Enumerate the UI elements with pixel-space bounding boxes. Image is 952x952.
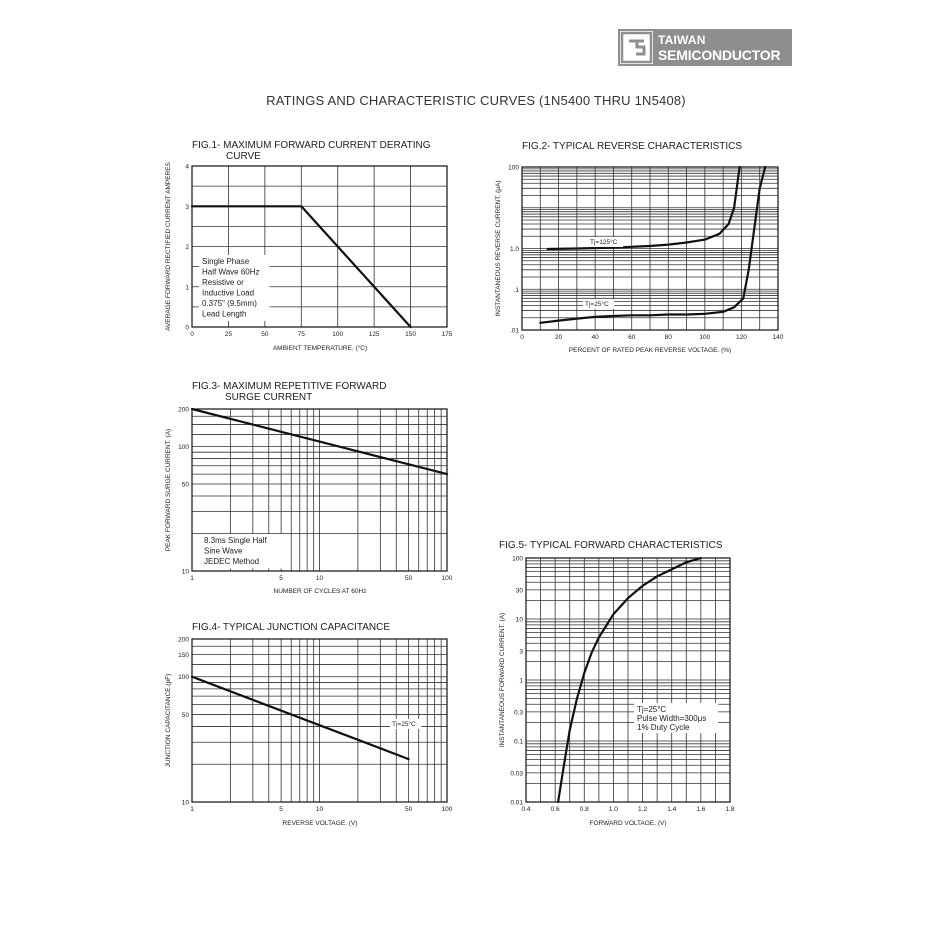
fig1-note-line: Single Phase: [202, 257, 250, 266]
fig2-xtick-label: 100: [699, 334, 711, 341]
fig4-ytick-label: 100: [178, 674, 189, 682]
fig4-xtick-label: 50: [405, 806, 413, 813]
fig5-xlabel: FORWARD VOLTAGE. (V): [589, 820, 667, 827]
fig1-xtick-label: 0: [190, 331, 194, 338]
fig4-chart: [165, 622, 453, 827]
fig5-chart: [499, 540, 735, 827]
fig5-note-line: 1% Duty Cycle: [637, 723, 690, 732]
fig4-xtick-label: 100: [441, 806, 453, 813]
fig1-ytick-label: 2: [185, 244, 189, 251]
fig4-xtick-label: 1: [190, 806, 194, 813]
fig2-xlabel: PERCENT OF RATED PEAK REVERSE VOLTAGE. (%): [568, 347, 732, 354]
fig5-ytick-label: 1: [519, 677, 523, 685]
fig1-xtick-label: 175: [441, 331, 453, 338]
fig1-ytick-label: 0: [185, 324, 189, 332]
fig5-xtick-label: 0.6: [550, 806, 560, 813]
fig3-note-line: Sine Wave: [204, 546, 243, 556]
company-name-line1: TAIWAN: [658, 33, 706, 47]
fig1-note-line: 0.375" (9.5mm): [202, 299, 257, 308]
fig5-ytick-label: 10: [515, 616, 523, 624]
fig2-title: FIG.2- TYPICAL REVERSE CHARACTERISTICS: [522, 141, 743, 152]
fig5-xtick-label: 0.4: [521, 806, 531, 813]
fig3-xtick-label: 1: [190, 575, 194, 582]
page-title: RATINGS AND CHARACTERISTIC CURVES (1N5400 THRU 1N5408): [266, 93, 686, 108]
fig4-ytick-label: 200: [178, 636, 189, 644]
fig2-xtick-label: 40: [591, 334, 599, 341]
fig5-ytick-label: 0.01: [510, 799, 523, 807]
fig1-chart: [165, 140, 453, 352]
fig1-xtick-label: 150: [405, 331, 417, 338]
fig3-note-line: 8.3ms Single Half: [204, 536, 267, 545]
company-name-line2: SEMICONDUCTOR: [658, 47, 781, 63]
fig2-chart: [495, 141, 784, 354]
fig1-note-line: Lead Length: [202, 309, 247, 319]
fig4-ytick-label: 150: [178, 652, 189, 660]
fig5-xtick-label: 1.0: [608, 806, 618, 813]
fig1-xtick-label: 25: [224, 331, 233, 338]
fig5-ytick-label: 0.03: [510, 770, 523, 778]
fig5-title: FIG.5- TYPICAL FORWARD CHARACTERISTICS: [499, 540, 723, 551]
fig2-ylabel: INSTANTANEOUS REVERSE CURRENT. (μA): [495, 180, 502, 317]
fig2-xtick-label: 80: [664, 334, 672, 341]
fig3-xtick-label: 100: [441, 575, 453, 582]
fig1-xlabel: AMBIENT TEMPERATURE. (°C): [272, 345, 368, 352]
fig2-ytick-label: .01: [509, 327, 519, 335]
fig2-xtick-label: 0: [520, 334, 524, 341]
fig4-xtick-label: 10: [315, 806, 324, 813]
fig4-title: FIG.4- TYPICAL JUNCTION CAPACITANCE: [192, 622, 390, 633]
fig4-ylabel: JUNCTION CAPACITANCE.(pF): [165, 673, 172, 768]
fig1-note-line: Half Wave 60Hz: [202, 267, 260, 277]
fig1-ylabel: AVERAGE FORWARD RECTIFIED CURRENT AMPERES: [165, 162, 172, 331]
fig2-xtick-label: 120: [735, 334, 747, 341]
fig1-note-line: Inductive Load: [202, 288, 255, 298]
fig1-note-line: Resistive or: [202, 278, 244, 287]
fig2-series-label: Tj=25°C: [585, 301, 609, 308]
fig2-xtick-label: 140: [772, 334, 784, 341]
fig5-ytick-label: 30: [515, 587, 523, 595]
fig4-ytick-label: 10: [181, 799, 189, 807]
fig1-title-line2: CURVE: [226, 151, 261, 162]
fig3-note-line: JEDEC Method: [204, 557, 260, 566]
fig3-xtick-label: 10: [315, 575, 324, 582]
fig3-xtick-label: 50: [405, 575, 413, 582]
fig3-ytick-label: 50: [181, 481, 189, 489]
fig3-ytick-label: 100: [178, 443, 189, 451]
fig5-ylabel: INSTANTANEOUS FORWARD CURRENT. (A): [499, 612, 506, 748]
fig5-xtick-label: 1.2: [638, 806, 648, 813]
fig3-ytick-label: 200: [178, 406, 189, 414]
fig3-chart: [165, 381, 453, 595]
fig4-xlabel: REVERSE VOLTAGE. (V): [282, 820, 358, 827]
fig2-xtick-label: 20: [554, 334, 563, 341]
fig5-note-line: Pulse Width=300μs: [637, 714, 707, 723]
fig1-ytick-label: 4: [185, 163, 189, 171]
fig3-xtick-label: 5: [279, 575, 283, 582]
fig4-xtick-label: 5: [279, 806, 283, 813]
fig5-xtick-label: 1.6: [696, 806, 706, 813]
fig4-series-label: Tj=25°C: [392, 721, 416, 728]
fig5-ytick-label: 100: [512, 555, 523, 563]
fig3-title-line2: SURGE CURRENT: [225, 392, 313, 403]
fig5-ytick-label: 3: [519, 648, 523, 656]
fig3-title: FIG.3- MAXIMUM REPETITIVE FORWARD: [192, 381, 387, 392]
fig4-ytick-label: 50: [181, 711, 189, 719]
fig3-ylabel: PEAK FORWARD SURGE CURRENT. (A): [165, 428, 172, 552]
fig5-ytick-label: 0.1: [513, 738, 523, 746]
fig1-ytick-label: 3: [185, 203, 189, 211]
fig5-xtick-label: 0.8: [579, 806, 589, 813]
fig5-ytick-label: 0.3: [513, 709, 523, 717]
fig3-xlabel: NUMBER OF CYCLES AT 60Hz: [273, 588, 367, 595]
fig1-xtick-label: 125: [368, 331, 380, 338]
fig5-xtick-label: 1.4: [667, 806, 677, 813]
fig2-ytick-label: 100: [508, 164, 519, 172]
fig2-ytick-label: .1: [513, 286, 519, 294]
fig2-xtick-label: 60: [628, 334, 636, 341]
fig2-series-label: Tj=125°C: [590, 239, 618, 246]
fig1-xtick-label: 75: [297, 331, 305, 338]
fig5-xtick-label: 1.8: [725, 806, 735, 813]
fig3-ytick-label: 10: [181, 568, 189, 576]
fig1-ytick-label: 1: [185, 284, 189, 292]
fig2-ytick-label: 1.0: [509, 246, 519, 253]
fig1-xtick-label: 100: [332, 331, 344, 338]
fig1-xtick-label: 50: [261, 331, 269, 338]
fig1-title: FIG.1- MAXIMUM FORWARD CURRENT DERATING: [192, 140, 431, 151]
fig5-note-line: Tj=25°C: [637, 705, 667, 714]
fig5-grid: [526, 558, 730, 802]
